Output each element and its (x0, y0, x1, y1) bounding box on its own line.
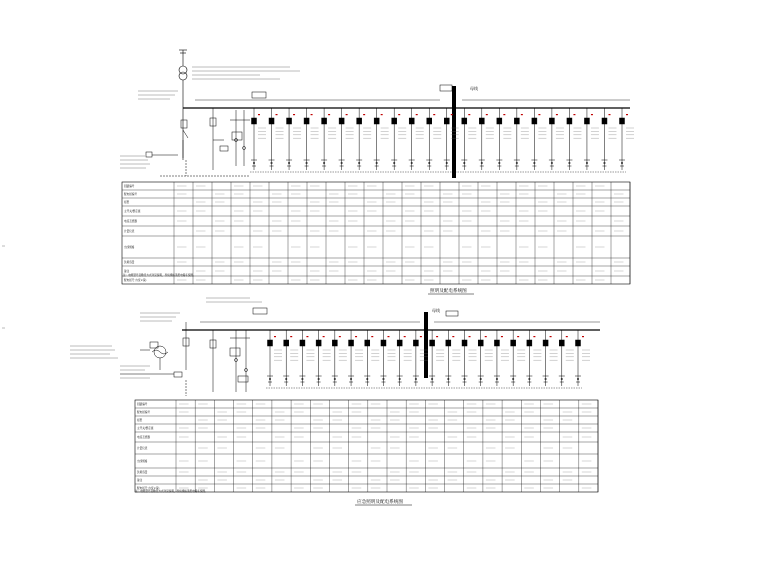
feeder-circuit (283, 330, 289, 386)
feeder-circuit (356, 108, 362, 170)
upper-schedule-table (122, 182, 630, 284)
feeder-circuit (251, 108, 257, 170)
upper-transformer-symbol (179, 50, 187, 98)
feeder-annotation (290, 350, 298, 360)
feeder-breaker (430, 340, 435, 346)
feeder-annotation (521, 128, 529, 138)
lower-tag-box-2 (446, 311, 458, 316)
feeder-annotation (538, 128, 546, 138)
table-row-label: 主开关/整定值 (124, 210, 141, 213)
table-border (122, 182, 630, 284)
feeder-red-mark (420, 336, 422, 337)
feeder-circuit (397, 330, 403, 386)
upper-incoming-notes (138, 67, 300, 99)
feeder-breaker (527, 340, 532, 346)
feeder-breaker (462, 118, 467, 124)
feeder-red-mark (355, 336, 357, 337)
feeder-annotation (550, 350, 558, 360)
feeder-red-mark (503, 114, 505, 115)
feeder-circuit (575, 330, 581, 386)
feeder-red-mark (436, 336, 438, 337)
feeder-annotation (486, 128, 494, 138)
feeder-circuit (549, 108, 555, 170)
feeder-annotation (626, 128, 634, 138)
feeder-annotation (566, 350, 574, 360)
feeder-circuit (543, 330, 549, 386)
table-row-label: 出线规格 (124, 246, 135, 249)
feeder-red-mark (363, 114, 365, 115)
table-row-label: 出线规格 (137, 460, 148, 463)
upper-tag-box (252, 92, 266, 98)
feeder-red-mark (566, 336, 568, 337)
feeder-breaker (316, 340, 321, 346)
feeder-circuit (566, 108, 572, 170)
feeder-circuit (601, 108, 607, 170)
feeder-breaker (620, 118, 625, 124)
feeder-red-mark (258, 114, 260, 115)
table-row-label: 负载容量 (124, 261, 135, 264)
feeder-annotation (306, 350, 314, 360)
feeder-circuit (445, 330, 451, 386)
feeder-circuit (380, 330, 386, 386)
feeder-annotation (501, 350, 509, 360)
upper-bus-label: 母线 (470, 86, 478, 91)
feeder-breaker (478, 340, 483, 346)
feeder-annotation (503, 128, 511, 138)
feeder-breaker (349, 340, 354, 346)
feeder-breaker (602, 118, 607, 124)
table-border (135, 400, 598, 492)
feeder-breaker (365, 340, 370, 346)
feeder-circuit (531, 108, 537, 170)
feeder-breaker (252, 118, 257, 124)
feeder-annotation (311, 128, 319, 138)
feeder-breaker (576, 340, 581, 346)
lower-diagram (70, 298, 600, 505)
feeder-circuit (510, 330, 516, 386)
feeder-circuit (584, 108, 590, 170)
feeder-circuit (304, 108, 310, 170)
feeder-circuit (269, 108, 275, 170)
feeder-red-mark (293, 114, 295, 115)
feeder-breaker (543, 340, 548, 346)
feeder-annotation (258, 128, 266, 138)
table-row-label: 电流互感器 (124, 220, 137, 223)
table-row-label: 回路编号 (137, 403, 148, 406)
feeder-red-mark (416, 114, 418, 115)
feeder-annotation (274, 350, 282, 360)
feeder-red-mark (556, 114, 558, 115)
feeder-red-mark (433, 114, 435, 115)
table-row-label: 计量仪表 (137, 447, 148, 450)
lower-bus-coupler (424, 312, 428, 378)
table-row-label: 配电柜编号 (137, 411, 150, 414)
feeder-breaker (479, 118, 484, 124)
upper-incoming-panel (146, 108, 250, 176)
feeder-red-mark (573, 114, 575, 115)
feeder-red-mark (290, 336, 292, 337)
feeder-red-mark (485, 336, 487, 337)
table-row-label: 计量仪表 (124, 230, 135, 233)
feeder-red-mark (533, 336, 535, 337)
feeder-breaker (567, 118, 572, 124)
feeder-breaker (584, 118, 589, 124)
feeder-annotation (381, 128, 389, 138)
feeder-breaker (284, 340, 289, 346)
feeder-annotation (608, 128, 616, 138)
feeder-red-mark (582, 336, 584, 337)
feeder-annotation (363, 128, 371, 138)
feeder-breaker (549, 118, 554, 124)
feeder-annotation (436, 350, 444, 360)
feeder-circuit (496, 108, 502, 170)
feeder-breaker (287, 118, 292, 124)
table-row-label: 配电柜尺寸(宽×深) (124, 279, 147, 282)
feeder-annotation (276, 128, 284, 138)
feeder-annotation (582, 350, 590, 360)
feeder-red-mark (469, 336, 471, 337)
feeder-breaker (409, 118, 414, 124)
feeder-breaker (511, 340, 516, 346)
feeder-red-mark (404, 336, 406, 337)
feeder-circuit (479, 108, 485, 170)
feeder-annotation (346, 128, 354, 138)
feeder-annotation (387, 350, 395, 360)
lower-incoming-notes (70, 298, 262, 358)
feeder-breaker (304, 118, 309, 124)
feeder-annotation (328, 128, 336, 138)
feeder-breaker (269, 118, 274, 124)
feeder-breaker (497, 118, 502, 124)
feeder-circuit (316, 330, 322, 386)
feeder-circuit (478, 330, 484, 386)
feeder-breaker (381, 340, 386, 346)
feeder-annotation (485, 350, 493, 360)
table-row-label: 备注 (137, 479, 143, 482)
feeder-red-mark (521, 114, 523, 115)
feeder-circuit (391, 108, 397, 170)
upper-tag-box-2 (440, 85, 452, 91)
feeder-breaker (413, 340, 418, 346)
feeder-annotation (533, 350, 541, 360)
feeder-red-mark (398, 114, 400, 115)
feeder-annotation (452, 350, 460, 360)
feeder-breaker (268, 340, 273, 346)
feeder-breaker (462, 340, 467, 346)
upper-feeder-group (250, 108, 634, 172)
feeder-red-mark (276, 114, 278, 115)
table-row-label: 电流互感器 (137, 436, 150, 439)
table-row-label: 配电柜编号 (124, 193, 137, 196)
feeder-circuit (444, 108, 450, 170)
feeder-red-mark (346, 114, 348, 115)
feeder-breaker (514, 118, 519, 124)
feeder-red-mark (339, 336, 341, 337)
feeder-red-mark (381, 114, 383, 115)
feeder-circuit (339, 108, 345, 170)
feeder-breaker (374, 118, 379, 124)
table-row-label: 柜型 (124, 201, 130, 204)
feeder-annotation (416, 128, 424, 138)
table-row-label: 负载容量 (137, 471, 148, 474)
feeder-breaker (332, 340, 337, 346)
feeder-circuit (299, 330, 305, 386)
feeder-breaker (532, 118, 537, 124)
feeder-circuit (462, 330, 468, 386)
table-row-label: 备注 (124, 270, 130, 273)
feeder-red-mark (311, 114, 313, 115)
feeder-circuit (494, 330, 500, 386)
feeder-circuit (348, 330, 354, 386)
feeder-breaker (322, 118, 327, 124)
feeder-breaker (392, 118, 397, 124)
upper-left-notes (120, 156, 150, 168)
feeder-circuit (559, 330, 565, 386)
feeder-circuit (409, 108, 415, 170)
feeder-red-mark (452, 336, 454, 337)
feeder-circuit (332, 330, 338, 386)
feeder-breaker (446, 340, 451, 346)
feeder-annotation (404, 350, 412, 360)
feeder-annotation (433, 128, 441, 138)
feeder-red-mark (306, 336, 308, 337)
upper-note: 注：电缆型号及敷设方式详见说明，导线规格见配电箱系统图。 (123, 274, 196, 277)
lower-schedule-table (135, 400, 598, 492)
feeder-annotation (591, 128, 599, 138)
feeder-red-mark (538, 114, 540, 115)
feeder-red-mark (328, 114, 330, 115)
feeder-breaker (397, 340, 402, 346)
feeder-annotation (355, 350, 363, 360)
feeder-annotation (323, 350, 331, 360)
feeder-breaker (427, 118, 432, 124)
feeder-circuit (321, 108, 327, 170)
feeder-breaker (339, 118, 344, 124)
lower-note: 注：电缆型号及敷设方式详见说明，导线规格见配电箱系统图。 (135, 490, 208, 493)
lower-left-notes (120, 366, 150, 378)
feeder-annotation (556, 128, 564, 138)
feeder-circuit (526, 330, 532, 386)
feeder-annotation (293, 128, 301, 138)
feeder-circuit (267, 330, 273, 386)
table-row-label: 主开关/整定值 (137, 427, 154, 430)
feeder-red-mark (517, 336, 519, 337)
feeder-red-mark (501, 336, 503, 337)
feeder-breaker (357, 118, 362, 124)
feeder-annotation (469, 350, 477, 360)
feeder-breaker (559, 340, 564, 346)
feeder-red-mark (274, 336, 276, 337)
feeder-red-mark (550, 336, 552, 337)
table-row-label: 回路编号 (124, 185, 135, 188)
feeder-breaker (494, 340, 499, 346)
feeder-circuit (364, 330, 370, 386)
feeder-red-mark (486, 114, 488, 115)
feeder-circuit (413, 330, 419, 386)
feeder-annotation (371, 350, 379, 360)
lower-tag-box (253, 308, 267, 314)
feeder-circuit (374, 108, 380, 170)
upper-caption: 照明及配电系统图 (430, 289, 467, 294)
feeder-annotation (339, 350, 347, 360)
feeder-red-mark (626, 114, 628, 115)
lower-caption: 应急照明及配电系统图 (357, 500, 403, 505)
table-row-label: 配电柜尺寸(宽×深) (137, 487, 160, 490)
feeder-circuit (619, 108, 625, 170)
feeder-circuit (429, 330, 435, 386)
feeder-red-mark (451, 114, 453, 115)
feeder-annotation (573, 128, 581, 138)
feeder-circuit (514, 108, 520, 170)
feeder-breaker (444, 118, 449, 124)
feeder-annotation (517, 350, 525, 360)
feeder-red-mark (608, 114, 610, 115)
upper-bus-coupler (452, 86, 456, 178)
feeder-circuit (286, 108, 292, 170)
table-row-label: 柜型 (137, 419, 143, 422)
feeder-red-mark (323, 336, 325, 337)
feeder-annotation (468, 128, 476, 138)
upper-diagram (120, 50, 634, 294)
feeder-circuit (426, 108, 432, 170)
lower-incoming-panel (120, 322, 250, 396)
feeder-red-mark (371, 336, 373, 337)
feeder-red-mark (387, 336, 389, 337)
feeder-red-mark (468, 114, 470, 115)
feeder-breaker (300, 340, 305, 346)
feeder-circuit (461, 108, 467, 170)
feeder-red-mark (591, 114, 593, 115)
feeder-annotation (398, 128, 406, 138)
lower-bus-label: 母线 (432, 308, 440, 313)
